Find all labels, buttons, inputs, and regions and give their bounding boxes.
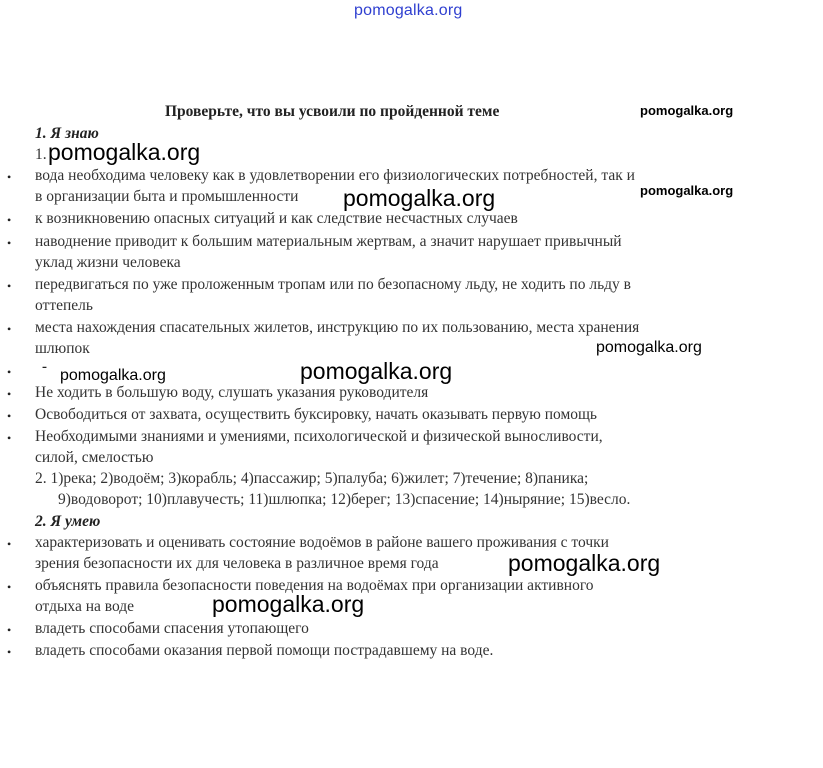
bullet-icon: • [7, 322, 12, 336]
watermark-small: pomogalka.org [640, 183, 734, 198]
vocabulary-line: 2. 1)река; 2)водоём; 3)корабль; 4)пассажир; 5)палуба; 6)жилет; 7)течение; 8)паника; [35, 470, 589, 487]
watermark: pomogalka.org [48, 139, 201, 165]
bullet-icon: • [7, 623, 12, 637]
list-item-line: оттепель [35, 297, 93, 314]
watermark: pomogalka.org [508, 550, 661, 576]
list-item-line: передвигаться по уже проложенным тропам или по безопасному льду, не ходить по льду в [35, 276, 631, 293]
watermark-small: pomogalka.org [596, 339, 702, 356]
bullet-icon: • [7, 236, 12, 250]
section-heading-know: 1. Я знаю [35, 125, 99, 142]
list-item-line: в организации быта и промышленности [35, 188, 299, 205]
list-item-line: характеризовать и оценивать состояние водоёмов в районе вашего проживания с точки [35, 534, 609, 551]
list-item-line: наводнение приводит к большим материальным жертвам, а значит нарушает привычный [35, 233, 622, 250]
list-item-line: уклад жизни человека [35, 254, 181, 271]
bullet-icon: • [7, 431, 12, 445]
bullet-icon: • [7, 170, 12, 184]
bullet-icon: • [7, 213, 12, 227]
watermark: pomogalka.org [212, 591, 365, 617]
item-number: 1. [35, 146, 47, 163]
watermark-small: pomogalka.org [640, 103, 734, 118]
watermark: pomogalka.org [343, 185, 496, 211]
list-item-line: отдыха на воде [35, 598, 135, 615]
list-item-line: зрения безопасности их для человека в различное время года [35, 555, 439, 572]
list-item-line: владеть способами спасения утопающего [35, 620, 309, 637]
list-item-line: силой, смелостью [35, 449, 154, 466]
list-item-line: вода необходима человеку как в удовлетворении его физиологических потребностей, так и [35, 167, 635, 184]
vocabulary-line: 9)водоворот; 10)плавучесть; 11)шлюпка; 12)берег; 13)спасение; 14)ныряние; 15)весло. [58, 491, 631, 508]
dash-marker: - [42, 359, 47, 375]
bullet-icon: • [7, 580, 12, 594]
section-heading-can: 2. Я умею [35, 513, 101, 530]
bullet-icon: • [7, 409, 12, 423]
bullet-icon: • [7, 279, 12, 293]
watermark-top: pomogalka.org [354, 2, 463, 19]
bullet-icon: • [7, 537, 12, 551]
list-item-line: Не ходить в большую воду, слушать указания руководителя [35, 384, 429, 401]
list-item-line: Необходимыми знаниями и умениями, психологической и физической выносливости, [35, 428, 603, 445]
watermark-small: pomogalka.org [60, 367, 166, 384]
bullet-icon: • [7, 645, 12, 659]
page-title: Проверьте, что вы усвоили по пройденной теме [165, 103, 500, 120]
list-item-line: шлюпок [35, 340, 90, 357]
list-item-line: владеть способами оказания первой помощи пострадавшему на воде. [35, 642, 494, 659]
list-item-line: к возникновению опасных ситуаций и как следствие несчастных случаев [35, 210, 518, 227]
watermark: pomogalka.org [300, 358, 453, 384]
bullet-icon: • [7, 365, 12, 379]
list-item-line: места нахождения спасательных жилетов, инструкцию по их пользованию, места хранения [35, 319, 640, 336]
list-item-line: Освободиться от захвата, осуществить буксировку, начать оказывать первую помощь [35, 406, 598, 423]
list-item-line: объяснять правила безопасности поведения на водоёмах при организации активного [35, 577, 594, 594]
bullet-icon: • [7, 387, 12, 401]
